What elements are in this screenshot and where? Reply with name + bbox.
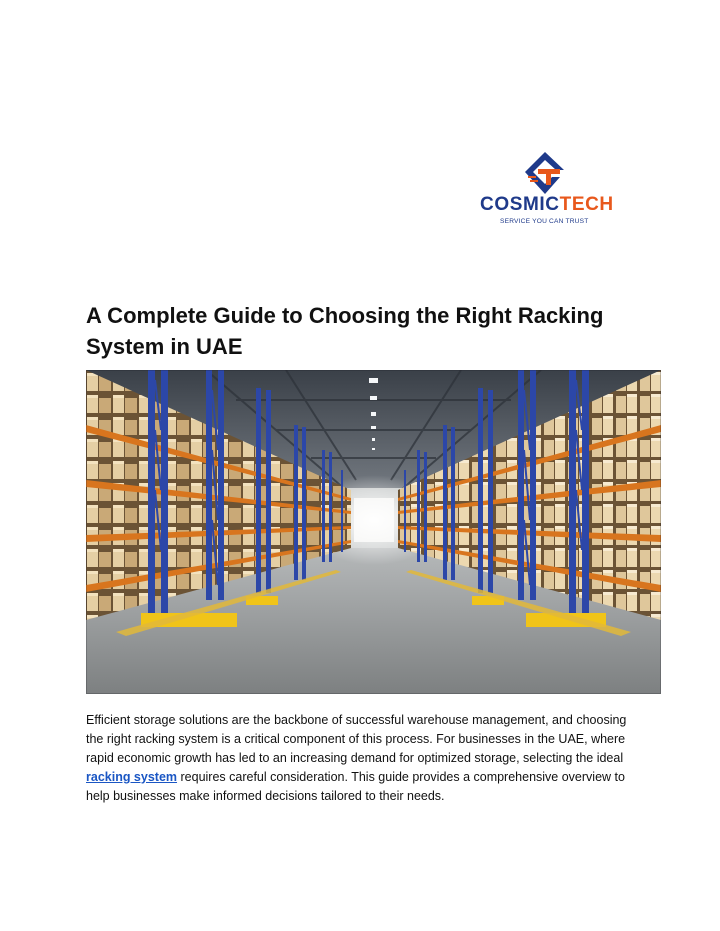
intro-text-before-link: Efficient storage solutions are the backbone of successful warehouse management, and choosing the right racking system is a critical component of this process. For businesses in the UAE, where rapid economic growth has led to an increasing demand for optimized storage, selecting the ideal [86, 713, 627, 765]
cosmictech-logo-icon [522, 150, 568, 200]
page-title: A Complete Guide to Choosing the Right Racking System in UAE [86, 303, 604, 359]
intro-text-after-link: requires careful consideration. This guide provides a comprehensive overview to help businesses make informed decisions tailored to their needs. [86, 770, 625, 803]
intro-paragraph [86, 711, 646, 806]
racking-system-link[interactable]: racking system [86, 770, 178, 784]
logo-word-tech: TECH [559, 194, 614, 215]
logo-word-cosmic: COSMIC [480, 194, 560, 215]
hero-image-warehouse [86, 370, 661, 694]
logo-tagline: SERVICE YOU CAN TRUST [500, 218, 589, 225]
company-logo [478, 150, 613, 230]
warehouse-aisle-image [86, 370, 661, 694]
logo-wordmark [480, 195, 614, 215]
